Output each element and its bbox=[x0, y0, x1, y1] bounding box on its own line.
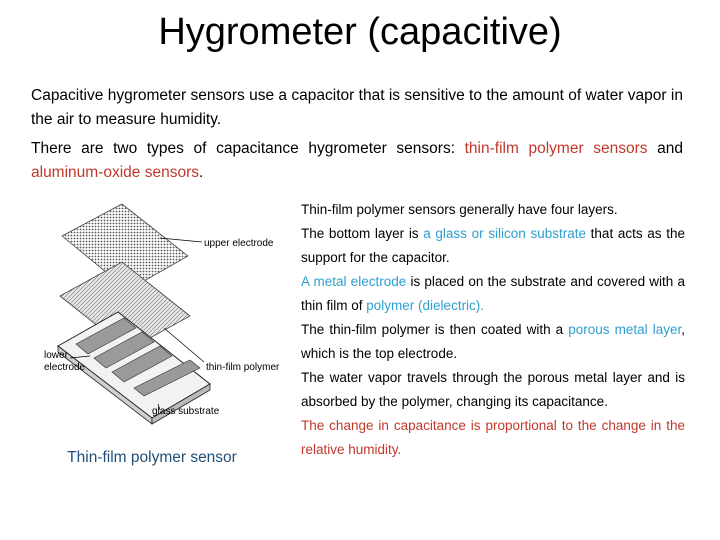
detail-sentence-5: The water vapor travels through the porous metal layer and is absorbed by the polymer, changing its capacitance. bbox=[301, 370, 685, 409]
detail-3-b: is placed on the substrate and covered with a thin film of bbox=[301, 274, 686, 313]
intro-text: Capacitive hygrometer sensors use a capacitor that is sensitive to the amount of water vapor in the air to measure humidity. bbox=[31, 87, 683, 128]
detail-2-c: that acts as the support for the capacitor. bbox=[301, 226, 685, 265]
types-join: and bbox=[647, 140, 683, 157]
types-end: . bbox=[199, 164, 204, 181]
type-aluminum-oxide: aluminum-oxide sensors bbox=[31, 164, 199, 181]
sensor-diagram bbox=[40, 198, 290, 426]
type-thin-film: thin-film polymer sensors bbox=[464, 140, 648, 157]
detail-sentence-4 bbox=[301, 318, 685, 366]
detail-sentence-2 bbox=[301, 222, 685, 270]
label-glass-substrate: glass substrate bbox=[152, 406, 220, 417]
detail-3-highlight-1: A metal electrode bbox=[301, 274, 407, 289]
slide-title: Hygrometer (capacitive) bbox=[158, 11, 562, 53]
detail-2-highlight: a glass or silicon substrate bbox=[423, 226, 586, 241]
types-paragraph bbox=[31, 137, 683, 185]
label-thin-film-polymer: thin-film polymer bbox=[206, 362, 280, 373]
label-upper-electrode: upper electrode bbox=[204, 238, 274, 249]
detail-4-a: The thin-film polymer is then coated with a bbox=[301, 322, 569, 337]
types-lead: There are two types of capacitance hygrometer sensors: bbox=[31, 140, 465, 157]
detail-sentence-6: The change in capacitance is proportional to the change in the relative humidity. bbox=[301, 418, 685, 457]
detail-2-a: The bottom layer is bbox=[301, 226, 424, 241]
detail-4-c: , which is the top electrode. bbox=[301, 322, 685, 361]
detail-sentence-1: Thin-film polymer sensors generally have four layers. bbox=[301, 202, 618, 217]
intro-paragraph bbox=[31, 84, 683, 132]
detail-sentence-3 bbox=[301, 270, 685, 318]
label-lower-electrode-2: electrode bbox=[44, 362, 86, 373]
detail-3-highlight-2: polymer (dielectric). bbox=[366, 298, 485, 313]
figure-caption: Thin-film polymer sensor bbox=[67, 449, 237, 466]
detail-4-highlight: porous metal layer bbox=[568, 322, 682, 337]
details-column bbox=[301, 198, 685, 462]
label-lower-electrode-1: lower bbox=[44, 350, 68, 361]
